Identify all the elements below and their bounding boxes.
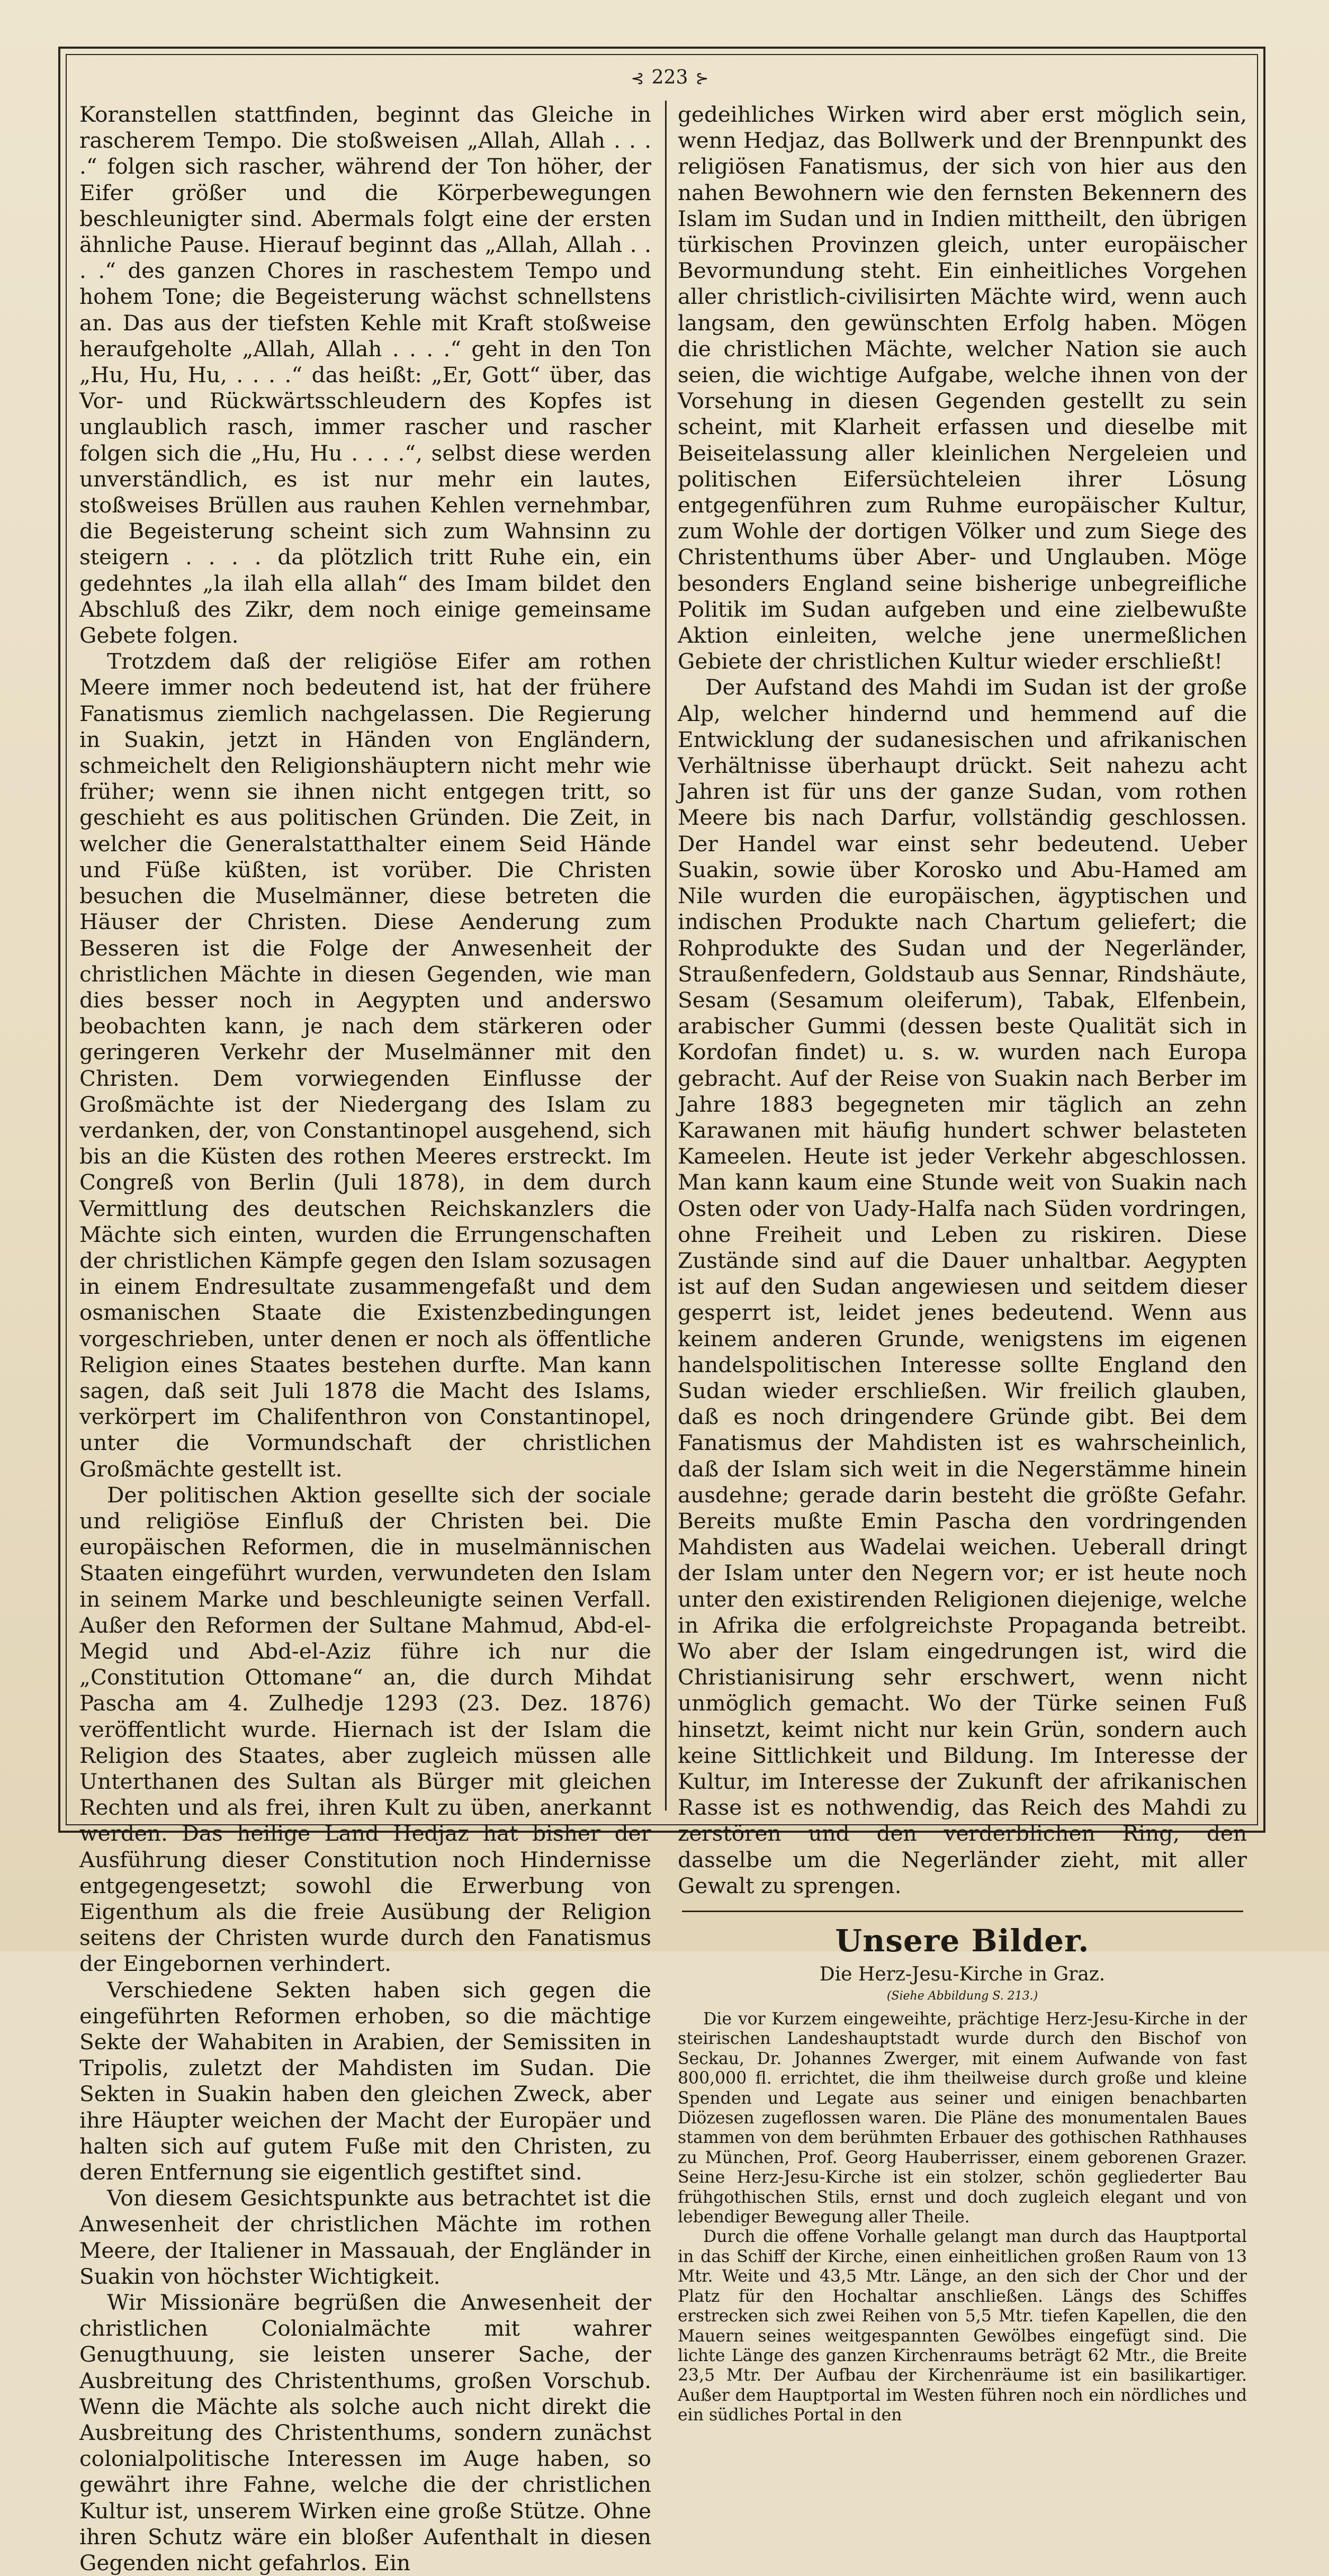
article-body [678, 2010, 1247, 2426]
ornament-left-icon: ⊰ [631, 69, 644, 88]
paragraph: Verschiedene Sekten haben sich gegen die eingeführten Reformen erhoben, so die mächtige Sekte der Wahabiten in Arabien, der Semissiten in Tripolis, zuletzt der Mahdisten im Sudan. Die Sekten in Suakin haben den gleichen Zweck, aber ihre Häupter weichen der Macht der Europäer und halten sich auf gutem Fuße mit den Christen, zu deren Entfernung sie eigentlich gestiftet sind. [79, 1977, 651, 2185]
paragraph: Koranstellen stattfinden, beginnt das Gleiche in rascherem Tempo. Die stoßweisen „Allah, Allah . . . .“ folgen sich rascher, während der Ton höher, der Eifer größer und die Körperbewegungen beschleunigter sind. Abermals folgt eine der ersten ähnliche Pause. Hierauf beginnt das „Allah, Allah . . . .“ des ganzen Chores in raschestem Tempo und hohem Tone; die Begeisterung wächst schnellstens an. Das aus der tiefsten Kehle mit Kraft stoßweise heraufgeholte „Allah, Allah . . . .“ geht in den Ton „Hu, Hu, Hu, . . . .“ das heißt: „Er, Gott“ über, das Vor- und Rückwärtsschleudern des Kopfes ist unglaublich rasch, immer rascher und rascher folgen sich die „Hu, Hu . . . .“, selbst diese werden unverständlich, es ist nur mehr ein lautes, stoßweises Brüllen aus rauhen Kehlen vernehmbar, die Begeisterung scheint sich zum Wahnsinn zu steigern . . . . da plötzlich tritt Ruhe ein, ein gedehntes „la ilah ella allah“ des Imam bildet den Abschluß des Zikr, dem noch einige gemeinsame Gebete folgen. [79, 102, 651, 648]
page-number: 223 [651, 67, 688, 88]
paragraph: Der politischen Aktion gesellte sich der sociale und religiöse Einfluß der Christen bei. Die europäischen Reformen, die in muselmännischen Staaten eingeführt wurden, verwundeten den Islam in seinem Marke und beschleunigte seinen Verfall. Außer den Reformen der Sultane Mahmud, Abd-el-Megid und Abd-el-Aziz führe ich nur die „Constitution Ottomane“ an, die durch Mihdat Pascha am 4. Zulhedje 1293 (23. Dez. 1876) veröffentlicht wurde. Hiernach ist der Islam die Religion des Staates, aber zugleich müssen alle Unterthanen des Sultan als Bürger mit gleichen Rechten und als frei, ihren Kult zu üben, anerkannt werden. Das heilige Land Hedjaz hat bisher der Ausführung dieser Constitution noch Hindernisse entgegengesetzt; sowohl die Erwerbung von Eigenthum als die freie Ausübung der Religion seitens der Christen wurde durch den Fanatismus der Eingebornen verhindert. [79, 1482, 651, 1977]
figure-reference-note: (Siehe Abbildung S. 213.) [886, 1989, 1038, 2003]
paragraph: gedeihliches Wirken wird aber erst möglich sein, wenn Hedjaz, das Bollwerk und der Brennpunkt des religiösen Fanatismus, der sich von hier aus den nahen Bewohnern wie den fernsten Bekennern des Islam im Sudan und in Indien mittheilt, den übrigen türkischen Provinzen gleich, unter europäischer Bevormundung steht. Ein einheitliches Vorgehen aller christlich-civilisirten Mächte wird, wenn auch langsam, den gewünschten Erfolg haben. Mögen die christlichen Mächte, welcher Nation sie auch seien, die wichtige Aufgabe, welche ihnen von der Vorsehung in diesen Gegenden gestellt zu sein scheint, mit Klarheit erfassen und dieselbe mit Beiseitelassung aller kleinlichen Nergeleien und politischen Eifersüchteleien ihrer Lösung entgegenführen zum Ruhme europäischer Kultur, zum Wohle der dortigen Völker und zum Siege des Christenthums über Aber- und Unglauben. Möge besonders England seine bisherige unbegreifliche Politik im Sudan aufgeben und eine zielbewußte Aktion einleiten, welche jene unermeßlichen Gebiete der christlichen Kultur wieder erschließt! [678, 102, 1247, 674]
left-column [79, 102, 651, 2576]
article-title: Die Herz-Jesu-Kirche in Graz. [819, 1963, 1106, 1986]
column-divider [665, 101, 667, 1811]
page-number-header [604, 59, 736, 96]
section-title: Unsere Bilder. [835, 1923, 1090, 1959]
ornament-right-icon: ⊱ [695, 69, 709, 88]
paragraph: Durch die offene Vorhalle gelangt man durch das Hauptportal in das Schiff der Kirche, einen einheitlichen großen Raum von 13 Mtr. Weite und 43,5 Mtr. Länge, an den sich der Chor und der Platz für den Hochaltar anschließen. Längs des Schiffes erstrecken sich zwei Reihen von 5,5 Mtr. tiefen Kapellen, die den Mauern seines weitgespannten Gewölbes eingefügt sind. Die lichte Länge des ganzen Kirchenraums beträgt 62 Mtr., die Breite 23,5 Mtr. Der Aufbau der Kirchenräume ist ein basilikartiger. Außer dem Hauptportal im Westen führen noch ein nördliches und ein südliches Portal in den [678, 2227, 1247, 2425]
right-column [678, 102, 1247, 2425]
paragraph: Wir Missionäre begrüßen die Anwesenheit der christlichen Colonialmächte mit wahrer Genugthuung, sie leisten unserer Sache, der Ausbreitung des Christenthums, großen Vorschub. Wenn die Mächte als solche auch nicht direkt die Ausbreitung des Christenthums, sondern zunächst colonialpolitische Interessen im Auge haben, so gewährt ihre Fahne, welche die der christlichen Kultur ist, unserem Wirken eine große Stütze. Ohne ihren Schutz wäre ein bloßer Aufenthalt in diesen Gegenden nicht gefahrlos. Ein [79, 2290, 651, 2576]
section-divider [682, 1911, 1243, 1912]
paragraph: Der Aufstand des Mahdi im Sudan ist der große Alp, welcher hindernd und hemmend auf die Entwicklung der sudanesischen und afrikanischen Verhältnisse überhaupt drückt. Seit nahezu acht Jahren ist für uns der ganze Sudan, vom rothen Meere bis nach Darfur, vollständig geschlossen. Der Handel war einst sehr bedeutend. Ueber Suakin, sowie über Korosko und Abu-Hamed am Nile wurden die europäischen, ägyptischen und indischen Produkte nach Chartum geliefert; die Rohprodukte des Sudan und der Negerländer, Straußenfedern, Goldstaub aus Sennar, Rindshäute, Sesam (Sesamum oleiferum), Tabak, Elfenbein, arabischer Gummi (dessen beste Qualität sich in Kordofan findet) u. s. w. wurden nach Europa gebracht. Auf der Reise von Suakin nach Berber im Jahre 1883 begegneten mir täglich an zehn Karawanen mit häufig hundert schwer belasteten Kameelen. Heute ist jeder Verkehr abgeschlossen. Man kann kaum eine Stunde weit von Suakin nach Osten oder von Uady-Halfa nach Süden vordringen, ohne Freiheit und Leben zu riskiren. Diese Zustände sind auf die Dauer unhaltbar. Aegypten ist auf den Sudan angewiesen und seitdem dieser gesperrt ist, leidet jenes bedeutend. Wenn aus keinem anderen Grunde, wenigstens im eigenen handelspolitischen Interesse sollte England den Sudan wieder erschließen. Wir freilich glauben, daß es noch dringendere Gründe gibt. Bei dem Fanatismus der Mahdisten ist es wahrscheinlich, daß der Islam sich weit in die Negerstämme hinein ausdehne; gerade darin besteht die größte Gefahr. Bereits mußte Emin Pascha den vordringenden Mahdisten aus Wadelai weichen. Ueberall dringt der Islam unter den Negern vor; er ist heute noch unter den existirenden Religionen diejenige, welche in Afrika die erfolgreichste Propaganda betreibt. Wo aber der Islam eingedrungen ist, wird die Christianisirung sehr erschwert, wenn nicht unmöglich gemacht. Wo der Türke seinen Fuß hinsetzt, keimt nicht nur kein Grün, sondern auch keine Sittlichkeit und Bildung. Im Interesse der Kultur, im Interesse der Zukunft der afrikanischen Rasse ist es nothwendig, das Reich des Mahdi zu zerstören und den verderblichen Ring, den dasselbe um die Negerländer zieht, mit aller Gewalt zu sprengen. [678, 674, 1247, 1898]
paragraph: Die vor Kurzem eingeweihte, prächtige Herz-Jesu-Kirche in der steirischen Landeshauptstadt wurde durch den Bischof von Seckau, Dr. Johannes Zwerger, mit einem Aufwande von fast 800,000 fl. errichtet, die ihm theilweise durch große und kleine Spenden und Legate aus seiner und einigen benachbarten Diözesen zugeflossen waren. Die Pläne des monumentalen Baues stammen von dem berühmten Erbauer des gothischen Rathhauses zu München, Prof. Georg Hauberrisser, einem geborenen Grazer. Seine Herz-Jesu-Kirche ist ein stolzer, schön gegliederter Bau frühgothischen Stils, ernst und doch zugleich elegant und von lebendiger Bewegung aller Theile. [678, 2010, 1247, 2227]
paragraph: Von diesem Gesichtspunkte aus betrachtet ist die Anwesenheit der christlichen Mächte im rothen Meere, der Italiener in Massauah, der Engländer in Suakin von höchster Wichtigkeit. [79, 2185, 651, 2289]
paragraph: Trotzdem daß der religiöse Eifer am rothen Meere immer noch bedeutend ist, hat der frühere Fanatismus ziemlich nachgelassen. Die Regierung in Suakin, jetzt in Händen von Engländern, schmeichelt den Religionshäuptern nicht mehr wie früher; wenn sie ihnen nicht entgegen tritt, so geschieht es aus politischen Gründen. Die Zeit, in welcher die Generalstatthalter einem Seid Hände und Füße küßten, ist vorüber. Die Christen besuchen die Muselmänner, diese betreten die Häuser der Christen. Diese Aenderung zum Besseren ist die Folge der Anwesenheit der christlichen Mächte in diesen Gegenden, wie man dies besser noch in Aegypten und anderswo beobachten kann, je nach dem stärkeren oder geringeren Verkehr der Muselmänner mit den Christen. Dem vorwiegenden Einflusse der Großmächte ist der Niedergang des Islam zu verdanken, der, von Constantinopel ausgehend, sich bis an die Küsten des rothen Meeres erstreckt. Im Congreß von Berlin (Juli 1878), in dem durch Vermittlung des deutschen Reichskanzlers die Mächte sich einten, wurden die Errungenschaften der christlichen Kämpfe gegen den Islam sozusagen in einem Endresultate zusammengefaßt und dem osmanischen Staate die Existenzbedingungen vorgeschrieben, unter denen er noch als öffentliche Religion eines Staates bestehen durfte. Man kann sagen, daß seit Juli 1878 die Macht des Islams, verkörpert im Chalifenthron von Constantinopel, unter die Vormundschaft der christlichen Großmächte gestellt ist. [79, 648, 651, 1482]
